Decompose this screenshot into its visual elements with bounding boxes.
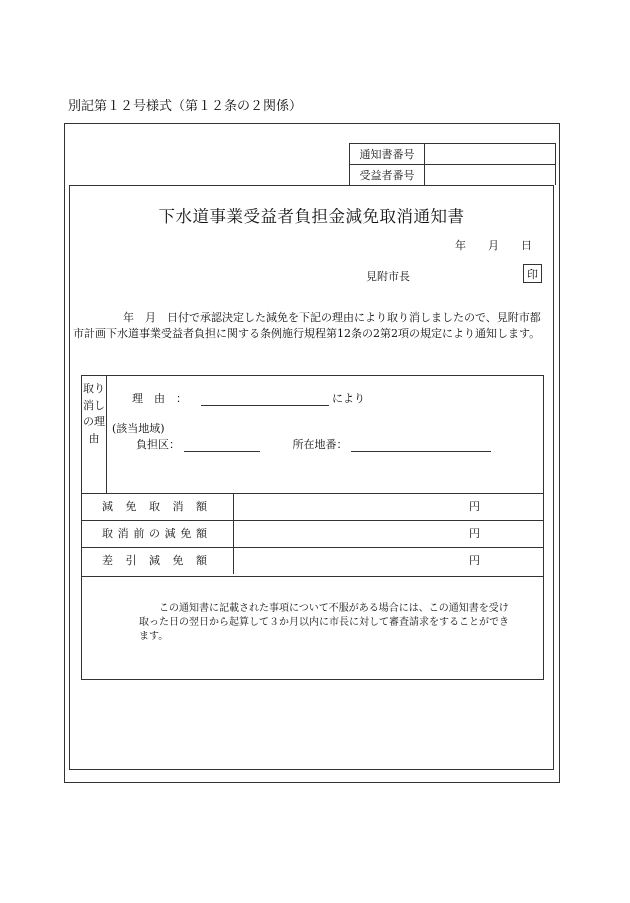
date-line: 年 月 日: [455, 239, 532, 252]
beneficiary-number-row: [350, 165, 555, 186]
area-heading: (該当地域): [112, 422, 165, 435]
appeal-notice: この通知書に記載された事項について不服がある場合には、この通知書を受け取った日の翌日から起算して３か月以内に市長に対して審査請求をすることができます。: [139, 603, 509, 642]
beneficiary-number-label: 受益者番号: [350, 165, 425, 186]
form-label: 別記第１２号様式（第１２条の２関係）: [68, 99, 303, 114]
reason-suffix: により: [332, 392, 365, 405]
issuer: 見附市長: [366, 270, 410, 283]
amount-row: [82, 493, 543, 520]
notice-number-label: 通知書番号: [350, 144, 425, 165]
amount-unit: 円: [469, 500, 480, 513]
amount-unit: 円: [469, 554, 480, 567]
amount-row: [82, 520, 543, 547]
beneficiary-number-field[interactable]: [425, 165, 555, 186]
reason-label: 理 由 ：: [132, 392, 187, 405]
reason-vertical-label: 取り消しの理由: [83, 382, 105, 445]
reason-blank[interactable]: [201, 392, 329, 406]
document-title: 下水道事業受益者負担金減免取消通知書: [158, 207, 465, 226]
reason-table: [81, 375, 544, 680]
reason-line: [132, 390, 365, 406]
notice-number-row: [350, 144, 555, 165]
notice-number-field[interactable]: [425, 144, 555, 165]
amount-label-cell: [82, 548, 234, 574]
burden-area-label: 負担区：: [136, 438, 180, 451]
amount-row: [82, 547, 543, 574]
body-text: [73, 310, 551, 342]
location-label: 所在地番：: [292, 438, 348, 451]
amount-unit: 円: [469, 527, 480, 540]
amount-label-cell: [82, 521, 234, 547]
notice-section: [82, 576, 543, 680]
location-blank[interactable]: [351, 438, 491, 452]
area-line: [136, 436, 491, 452]
reason-vertical-label-cell: [82, 376, 107, 493]
body-paragraph: 年 月 日付で承認決定した減免を下記の理由により取り消しましたので、見附市都市計画下水道事業受益者負担に関する条例施行規程第12条の2第2項の規定により通知します。: [73, 311, 541, 340]
burden-area-blank[interactable]: [184, 438, 260, 452]
seal-mark: 印: [523, 264, 542, 283]
number-table: [349, 143, 556, 185]
amount-label-cell: [82, 494, 234, 520]
amount-label: 差引減免額: [102, 554, 207, 567]
amount-label: 減免取消額: [102, 500, 207, 513]
amount-label: 取消前の減免額: [102, 527, 207, 540]
